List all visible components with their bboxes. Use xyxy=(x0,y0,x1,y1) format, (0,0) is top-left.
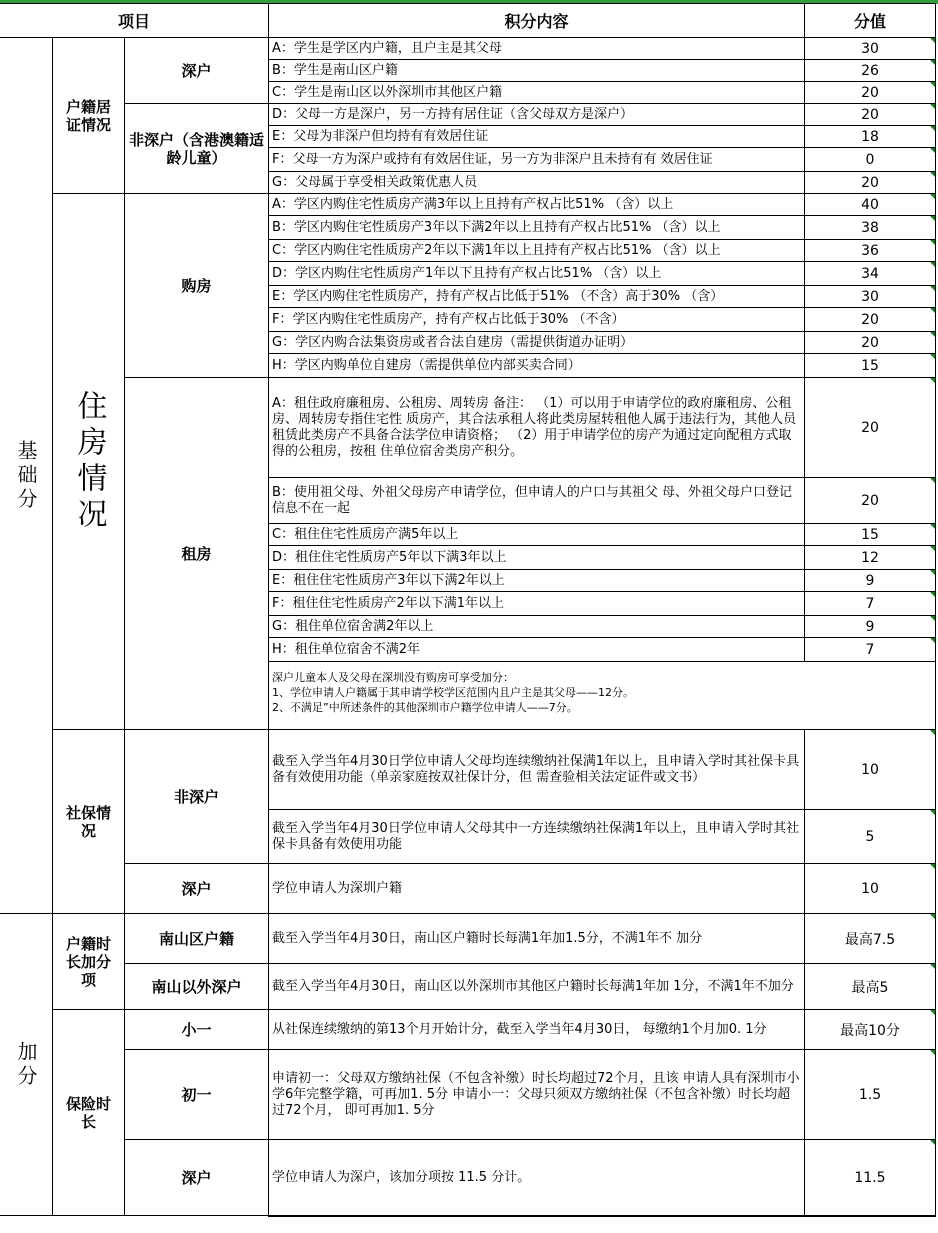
shebao-row-text: 截至入学当年4月30日学位申请人父母其中一方连续缴纳社保满1年以上，且申请入学时其社保卡具备有效使用功能 xyxy=(268,810,804,864)
group-huji-bonus: 户籍时长加分项 xyxy=(52,914,124,1010)
criteria-row-text: C：学生是南山区以外深圳市其他区户籍 xyxy=(268,82,804,104)
subgroup-shebao-fei: 非深户 xyxy=(124,730,268,864)
criteria-row-text: B：学生是南山区户籍 xyxy=(268,60,804,82)
criteria-row-score: 15 xyxy=(804,524,936,546)
table-bottom-border xyxy=(268,1216,936,1217)
note-line-2: 1、学位申请人户籍属于其申请学校学区范围内且户主是其父母——12分。 xyxy=(272,686,634,699)
criteria-row-text: H：学区内购单位自建房（需提供单位内部买卖合同） xyxy=(268,354,804,378)
note-cell xyxy=(268,662,936,730)
criteria-row-score: 20 xyxy=(804,378,936,478)
shebao-row-score: 5 xyxy=(804,810,936,864)
criteria-row-text: F：租住住宅性质房产2年以下满1年以上 xyxy=(268,592,804,616)
subgroup-ins-shen: 深户 xyxy=(124,1140,268,1216)
criteria-row-text: D：学区内购住宅性质房产1年以下且持有产权占比51% （含）以上 xyxy=(268,262,804,286)
criteria-row-score: 36 xyxy=(804,240,936,262)
shebao-row-score: 10 xyxy=(804,730,936,810)
criteria-row-text: D：租住住宅性质房产5年以下满3年以上 xyxy=(268,546,804,570)
criteria-row-text: G：租住单位宿舍满2年以上 xyxy=(268,616,804,638)
note-line-3: 2、不满足”中所述条件的其他深圳市户籍学位申请人——7分。 xyxy=(272,701,578,714)
subgroup-nanshan: 南山区户籍 xyxy=(124,914,268,964)
criteria-row-text: F：父母一方为深户或持有有效居住证，另一方为非深户且未持有有 效居住证 xyxy=(268,148,804,172)
criteria-row-text: H：租住单位宿舍不满2年 xyxy=(268,638,804,662)
subgroup-nanshan-out: 南山以外深户 xyxy=(124,964,268,1010)
bonus-row-text: 截至入学当年4月30日，南山区以外深圳市其他区户籍时长每满1年加 1分，不满1年不加分 xyxy=(268,964,804,1010)
note-line-1: 深户儿童本人及父母在深圳没有购房可享受加分： xyxy=(272,671,514,684)
criteria-row-score: 7 xyxy=(804,638,936,662)
header-item: 项目 xyxy=(0,4,268,38)
shebao-row-text: 截至入学当年4月30日学位申请人父母均连续缴纳社保满1年以上，且申请入学时其社保卡具备有效使用功能（单亲家庭按双社保计分，但 需查验相关法定证件或文书） xyxy=(268,730,804,810)
bonus-row-text: 申请初一：父母双方缴纳社保（不包含补缴）时长均超过72个月，且该 申请人具有深圳市小学6年完整学籍，可再加1. 5分 申请小一：父母只须双方缴纳社保（不包含补缴）时长均超过72个月， 即可再加1. 5分 xyxy=(268,1050,804,1140)
header-content: 积分内容 xyxy=(268,4,804,38)
subgroup-goufang: 购房 xyxy=(124,194,268,378)
subgroup-shenhu: 深户 xyxy=(124,38,268,104)
criteria-row-text: G：学区内购合法集资房或者合法自建房（需提供街道办证明） xyxy=(268,332,804,354)
criteria-row-text: E：租住住宅性质房产3年以下满2年以上 xyxy=(268,570,804,592)
criteria-row-text: C：租住住宅性质房产满5年以上 xyxy=(268,524,804,546)
criteria-row-score: 0 xyxy=(804,148,936,172)
criteria-row-score: 30 xyxy=(804,286,936,308)
criteria-row-score: 40 xyxy=(804,194,936,216)
criteria-row-text: G：父母属于享受相关政策优惠人员 xyxy=(268,172,804,194)
criteria-row-score: 20 xyxy=(804,104,936,126)
criteria-row-text: C：学区内购住宅性质房产2年以下满1年以上且持有产权占比51% （含）以上 xyxy=(268,240,804,262)
criteria-row-score: 20 xyxy=(804,82,936,104)
section-basic: 基础分 xyxy=(0,38,52,914)
group-huji: 户籍居证情况 xyxy=(52,38,124,194)
bonus-row-text: 截至入学当年4月30日，南山区户籍时长每满1年加1.5分，不满1年不 加分 xyxy=(268,914,804,964)
shebao-row-text: 学位申请人为深圳户籍 xyxy=(268,864,804,914)
bonus-row-score: 最高10分 xyxy=(804,1010,936,1050)
criteria-row-text: B：学区内购住宅性质房产3年以下满2年以上且持有产权占比51% （含）以上 xyxy=(268,216,804,240)
criteria-row-score: 20 xyxy=(804,478,936,524)
criteria-row-text: D：父母一方是深户，另一方持有居住证（含父母双方是深户） xyxy=(268,104,804,126)
criteria-row-score: 30 xyxy=(804,38,936,60)
criteria-row-score: 26 xyxy=(804,60,936,82)
bonus-row-text: 学位申请人为深户，该加分项按 11.5 分计。 xyxy=(268,1140,804,1216)
criteria-row-score: 7 xyxy=(804,592,936,616)
criteria-row-score: 18 xyxy=(804,126,936,148)
criteria-row-score: 9 xyxy=(804,616,936,638)
subgroup-shebao-shen: 深户 xyxy=(124,864,268,914)
group-shebao: 社保情况 xyxy=(52,730,124,914)
criteria-row-text: E：学区内购住宅性质房产，持有产权占比低于51% （不含）高于30% （含） xyxy=(268,286,804,308)
criteria-row-score: 34 xyxy=(804,262,936,286)
criteria-row-score: 15 xyxy=(804,354,936,378)
criteria-row-text: A：租住政府廉租房、公租房、周转房 备注： （1）可以用于申请学位的政府廉租房、公租房、周转房专指住宅性 质房产，其合法承租人将此类房屋转租他人属于违法行为，其他人员 租赁此类房产不具备合法学位申请资格； （2）用于申请学位的房产为通过定向配租方式取得的公租房，按租 住单位宿舍类房产积分。 xyxy=(268,378,804,478)
section-bonus: 加分 xyxy=(0,914,52,1216)
group-insurance: 保险时长 xyxy=(52,1010,124,1216)
subgroup-xiaoyi: 小一 xyxy=(124,1010,268,1050)
bonus-row-score: 最高7.5 xyxy=(804,914,936,964)
criteria-row-score: 38 xyxy=(804,216,936,240)
criteria-row-text: E：父母为非深户但均持有有效居住证 xyxy=(268,126,804,148)
subgroup-chuyi: 初一 xyxy=(124,1050,268,1140)
subgroup-feishenhu: 非深户（含港澳籍适龄儿童） xyxy=(124,104,268,194)
bonus-row-score: 最高5 xyxy=(804,964,936,1010)
criteria-row-score: 20 xyxy=(804,172,936,194)
bonus-row-score: 11.5 xyxy=(804,1140,936,1216)
bonus-row-text: 从社保连续缴纳的第13个月开始计分，截至入学当年4月30日， 每缴纳1个月加0. 1分 xyxy=(268,1010,804,1050)
criteria-row-score: 12 xyxy=(804,546,936,570)
group-housing: 住房情况 xyxy=(52,194,124,730)
criteria-row-text: F：学区内购住宅性质房产，持有产权占比低于30% （不含） xyxy=(268,308,804,332)
criteria-row-score: 20 xyxy=(804,332,936,354)
criteria-row-text: B：使用祖父母、外祖父母房产申请学位，但申请人的户口与其祖父 母、外祖父母户口登记信息不在一起 xyxy=(268,478,804,524)
bonus-row-score: 1.5 xyxy=(804,1050,936,1140)
shebao-row-score: 10 xyxy=(804,864,936,914)
subgroup-zufang: 租房 xyxy=(124,378,268,730)
criteria-row-text: A：学区内购住宅性质房产满3年以上且持有产权占比51% （含）以上 xyxy=(268,194,804,216)
criteria-row-text: A：学生是学区内户籍，且户主是其父母 xyxy=(268,38,804,60)
criteria-row-score: 9 xyxy=(804,570,936,592)
criteria-row-score: 20 xyxy=(804,308,936,332)
header-score: 分值 xyxy=(804,4,936,38)
